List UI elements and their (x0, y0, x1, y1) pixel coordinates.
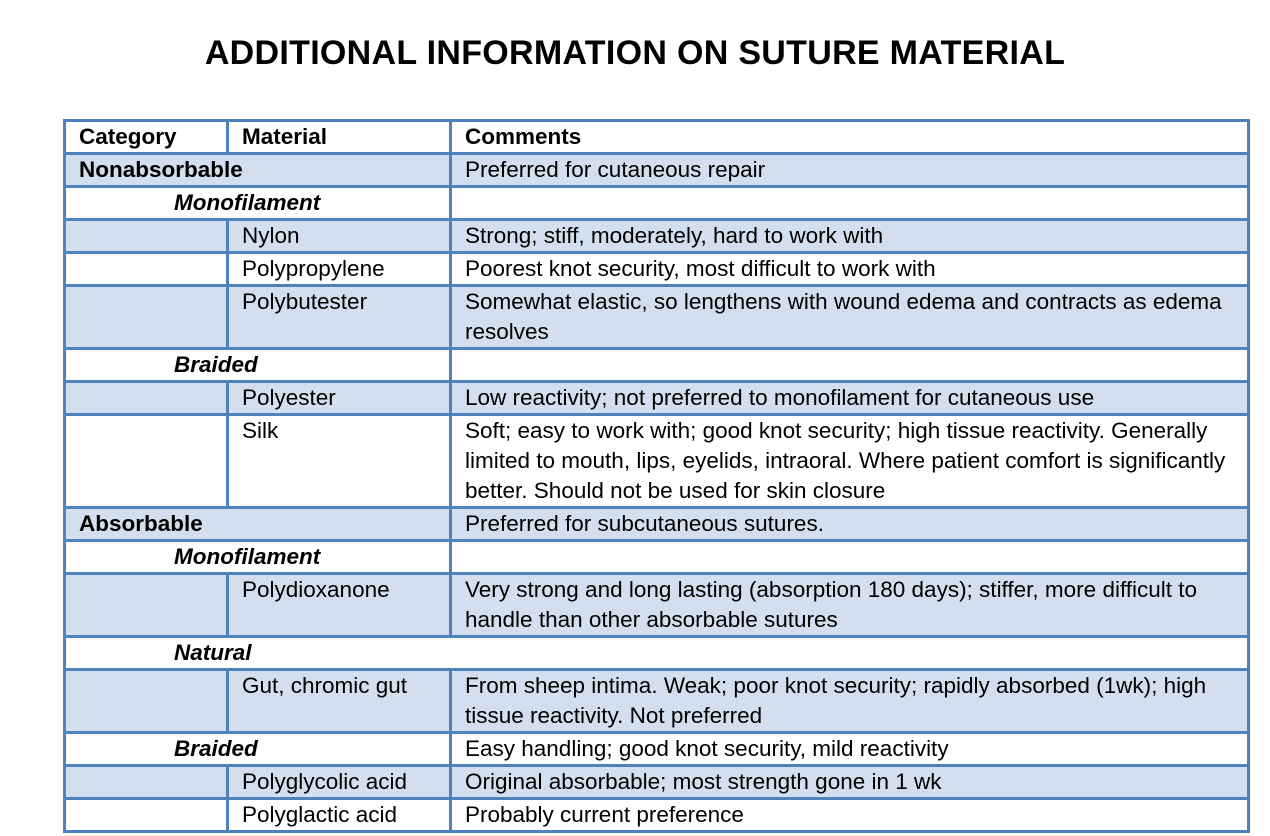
material-cell: Polyglactic acid (228, 799, 451, 832)
category-cell (65, 574, 228, 637)
subcategory-cell: Monofilament (65, 187, 451, 220)
table-header-row (65, 121, 1249, 154)
table-row (65, 733, 1249, 766)
category-cell (65, 220, 228, 253)
comment-cell: Probably current preference (451, 799, 1249, 832)
material-cell: Gut, chromic gut (228, 670, 451, 733)
comment-cell: Easy handling; good knot security, mild reactivity (451, 733, 1249, 766)
material-cell: Silk (228, 415, 451, 508)
comment-cell (451, 349, 1249, 382)
table-row (65, 670, 1249, 733)
material-cell: Polybutester (228, 286, 451, 349)
table-row (65, 574, 1249, 637)
table-row (65, 154, 1249, 187)
comment-cell: Original absorbable; most strength gone in 1 wk (451, 766, 1249, 799)
column-header-comments: Comments (451, 121, 1249, 154)
table-row (65, 286, 1249, 349)
subcategory-cell: Braided (65, 733, 451, 766)
comment-cell: Poorest knot security, most difficult to work with (451, 253, 1249, 286)
table-row (65, 637, 1249, 670)
material-cell: Nylon (228, 220, 451, 253)
material-cell: Polyester (228, 382, 451, 415)
table-row (65, 415, 1249, 508)
category-cell (65, 382, 228, 415)
suture-material-table (63, 119, 1250, 833)
material-cell: Polydioxanone (228, 574, 451, 637)
table-row (65, 349, 1249, 382)
table-row (65, 541, 1249, 574)
comment-cell: Strong; stiff, moderately, hard to work with (451, 220, 1249, 253)
comment-cell: Somewhat elastic, so lengthens with wound edema and contracts as edema resolves (451, 286, 1249, 349)
table-row (65, 508, 1249, 541)
category-cell: Absorbable (65, 508, 451, 541)
category-cell (65, 766, 228, 799)
category-cell: Nonabsorbable (65, 154, 451, 187)
comment-cell (451, 187, 1249, 220)
material-cell: Polyglycolic acid (228, 766, 451, 799)
category-cell (65, 415, 228, 508)
subcategory-cell: Monofilament (65, 541, 451, 574)
table-row (65, 799, 1249, 832)
category-cell (65, 670, 228, 733)
column-header-category: Category (65, 121, 228, 154)
comment-cell (451, 541, 1249, 574)
table-row (65, 766, 1249, 799)
comment-cell: Soft; easy to work with; good knot security; high tissue reactivity. Generally limited to mouth, lips, eyelids, intraoral. Where patient comfort is significantly better. Should not be used for skin closure (451, 415, 1249, 508)
material-cell: Polypropylene (228, 253, 451, 286)
table-row (65, 382, 1249, 415)
table-row (65, 253, 1249, 286)
comment-cell: Preferred for subcutaneous sutures. (451, 508, 1249, 541)
category-cell (65, 253, 228, 286)
comment-cell: From sheep intima. Weak; poor knot security; rapidly absorbed (1wk); high tissue reactivity. Not preferred (451, 670, 1249, 733)
table-row (65, 220, 1249, 253)
table-row (65, 187, 1249, 220)
comment-cell: Very strong and long lasting (absorption 180 days); stiffer, more difficult to handle than other absorbable sutures (451, 574, 1249, 637)
comment-cell: Low reactivity; not preferred to monofilament for cutaneous use (451, 382, 1249, 415)
category-cell (65, 286, 228, 349)
subcategory-cell: Natural (65, 637, 1249, 670)
comment-cell: Preferred for cutaneous repair (451, 154, 1249, 187)
category-cell (65, 799, 228, 832)
subcategory-cell: Braided (65, 349, 451, 382)
column-header-material: Material (228, 121, 451, 154)
page-title: ADDITIONAL INFORMATION ON SUTURE MATERIAL (204, 34, 1066, 72)
